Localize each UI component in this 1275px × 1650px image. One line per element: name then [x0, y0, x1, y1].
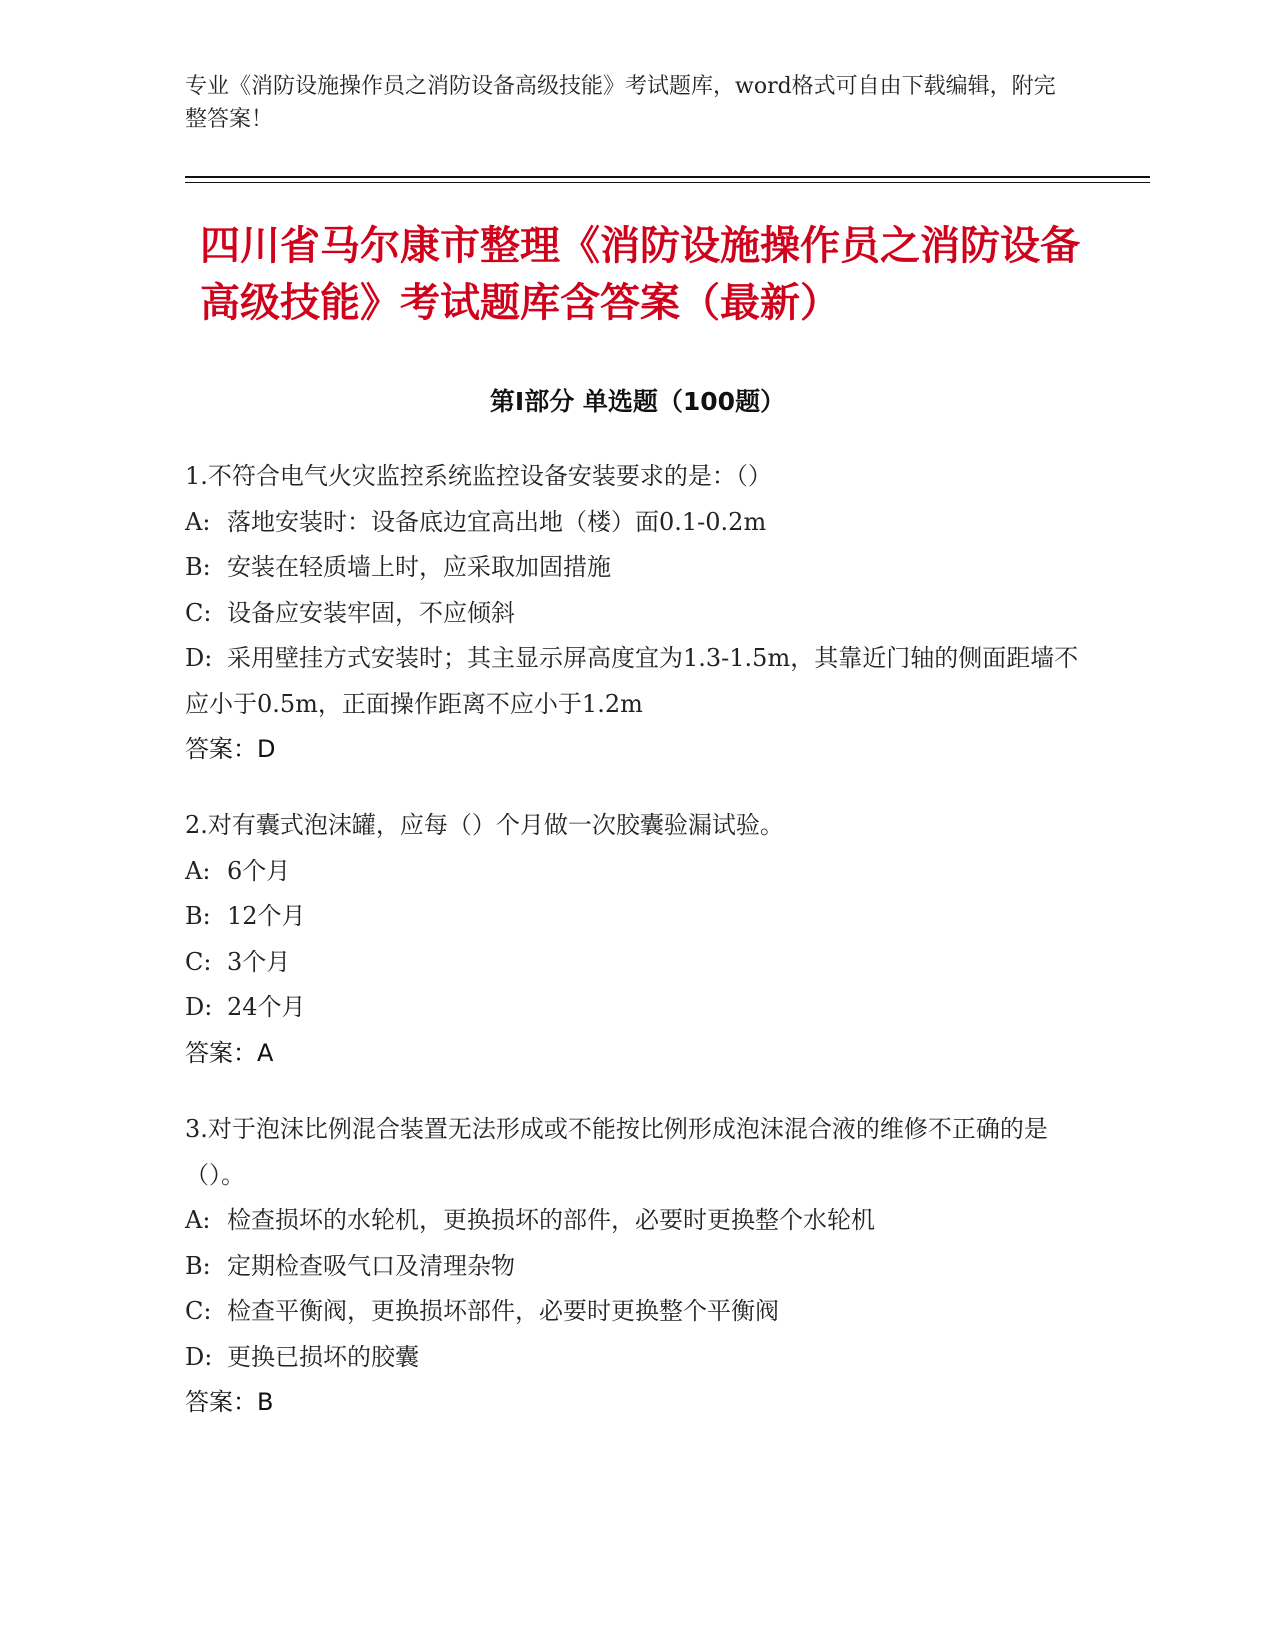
question-text: 2.对有囊式泡沫罐，应每（）个月做一次胶囊验漏试验。 — [185, 811, 784, 839]
option-label: C: — [185, 1297, 212, 1325]
header-divider-thick — [185, 176, 1150, 178]
option-a — [185, 1198, 1085, 1244]
option-label: D: — [185, 993, 213, 1021]
option-a — [185, 500, 1085, 546]
option-text: 更换已损坏的胶囊 — [227, 1342, 419, 1371]
option-text: 3个月 — [227, 947, 291, 976]
option-text: 检查损坏的水轮机，更换损坏的部件，必要时更换整个水轮机 — [227, 1206, 875, 1234]
option-c — [185, 940, 1085, 986]
option-label: A: — [185, 1206, 211, 1234]
option-text: 设备应安装牢固，不应倾斜 — [227, 598, 515, 627]
option-b — [185, 1244, 1085, 1290]
question-text: 3.对于泡沫比例混合装置无法形成或不能按比例形成泡沫混合液的维修不正确的是（）。 — [185, 1115, 1048, 1189]
option-text: 检查平衡阀，更换损坏部件，必要时更换整个平衡阀 — [227, 1297, 779, 1325]
header-note: 专业《消防设施操作员之消防设备高级技能》考试题库，word格式可自由下载编辑，附完整答案！ — [185, 74, 1056, 132]
option-label: B: — [185, 553, 211, 581]
document-title: 四川省马尔康市整理《消防设施操作员之消防设备高级技能》考试题库含答案（最新） — [200, 223, 1080, 326]
option-text: 采用壁挂方式安装时；其主显示屏高度宜为1.3-1.5m，其靠近门轴的侧面距墙不应小于0.5m，正面操作距离不应小于1.2m — [185, 644, 1079, 718]
option-label: A: — [185, 507, 211, 536]
question-1 — [185, 454, 1085, 772]
header-divider-thin — [185, 182, 1150, 183]
option-text: 12个月 — [227, 902, 306, 930]
option-text: 定期检查吸气口及清理杂物 — [227, 1251, 515, 1280]
option-text: 6个月 — [227, 856, 291, 885]
option-d — [185, 985, 1085, 1031]
option-text: 安装在轻质墙上时，应采取加固措施 — [227, 553, 611, 581]
option-c — [185, 591, 1085, 637]
answer-line: 答案：A — [185, 1038, 274, 1067]
option-label: D: — [185, 1342, 213, 1371]
option-a — [185, 849, 1085, 895]
option-c — [185, 1289, 1085, 1335]
answer-line: 答案：D — [185, 735, 276, 763]
option-label: A: — [185, 856, 211, 885]
option-text: 24个月 — [227, 993, 306, 1021]
question-text: 1.不符合电气火灾监控系统监控设备安装要求的是：（） — [185, 462, 772, 490]
option-label: B: — [185, 902, 211, 930]
option-label: B: — [185, 1251, 211, 1280]
option-label: C: — [185, 947, 212, 976]
question-3 — [185, 1107, 1085, 1425]
option-b — [185, 545, 1085, 591]
option-d — [185, 1335, 1085, 1381]
option-label: C: — [185, 598, 212, 627]
option-text: 落地安装时：设备底边宜高出地（楼）面0.1-0.2m — [227, 507, 767, 536]
option-label: D: — [185, 644, 213, 672]
section-title: 第Ⅰ部分 单选题（100题） — [489, 387, 786, 416]
option-b — [185, 894, 1085, 940]
option-d — [185, 636, 1085, 727]
question-2 — [185, 803, 1085, 1076]
answer-line: 答案：B — [185, 1388, 274, 1416]
